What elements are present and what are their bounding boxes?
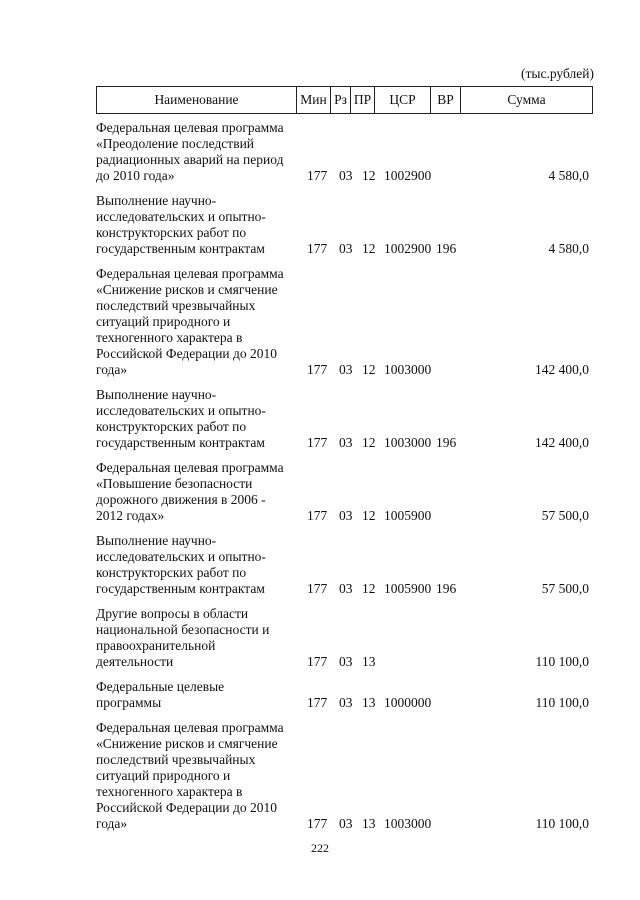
row-min: 177 <box>307 362 328 377</box>
row-name-line: Другие вопросы в области <box>96 606 249 621</box>
table-row <box>96 460 593 524</box>
row-vr: 196 <box>436 581 457 596</box>
row-name-line: исследовательских и опытно- <box>96 403 266 418</box>
table-row <box>96 720 593 832</box>
header-rz: Рз <box>331 87 351 114</box>
row-min: 177 <box>307 654 328 669</box>
row-name-line: года» <box>96 816 128 831</box>
row-pr: 12 <box>362 508 376 523</box>
table-row <box>96 120 593 184</box>
row-vr: 196 <box>436 435 457 450</box>
header-csr: ЦСР <box>375 87 431 114</box>
row-name-line: государственным контрактам <box>96 435 265 450</box>
row-pr: 12 <box>362 435 376 450</box>
header-min: Мин <box>297 87 331 114</box>
row-name-line: Федеральная целевая программа <box>96 460 284 475</box>
row-name-line: техногенного характера в <box>96 330 243 345</box>
row-name-line: государственным контрактам <box>96 581 265 596</box>
table-row <box>96 387 593 451</box>
row-csr: 1003000 <box>384 435 432 450</box>
row-name <box>96 266 296 378</box>
row-name-line: правоохранительной <box>96 638 216 653</box>
row-pr: 12 <box>362 362 376 377</box>
row-sum: 57 500,0 <box>541 581 589 596</box>
row-name-line: деятельности <box>96 654 174 669</box>
table-row <box>96 266 593 378</box>
row-csr: 1003000 <box>384 362 432 377</box>
row-name-line: конструкторских работ по <box>96 419 247 434</box>
row-min: 177 <box>307 816 328 831</box>
row-csr: 1005900 <box>384 508 432 523</box>
row-name-line: «Снижение рисков и смягчение <box>96 736 278 751</box>
row-rz: 03 <box>339 508 353 523</box>
row-name <box>96 193 296 257</box>
table-row <box>96 679 593 711</box>
row-name-line: исследовательских и опытно- <box>96 549 266 564</box>
row-name-line: Выполнение научно- <box>96 533 217 548</box>
row-rz: 03 <box>339 654 353 669</box>
table-row <box>96 533 593 597</box>
row-vr: 196 <box>436 241 457 256</box>
row-rz: 03 <box>339 695 353 710</box>
row-name <box>96 120 296 184</box>
row-name-line: Федеральная целевая программа <box>96 120 284 135</box>
table-row <box>96 193 593 257</box>
row-name-line: 2012 годах» <box>96 508 165 523</box>
row-name-line: Федеральная целевая программа <box>96 720 284 735</box>
row-sum: 110 100,0 <box>535 816 589 831</box>
row-name-line: последствий чрезвычайных <box>96 752 256 767</box>
row-csr: 1000000 <box>384 695 432 710</box>
table-body <box>96 120 593 841</box>
row-rz: 03 <box>339 168 353 183</box>
row-name-line: конструкторских работ по <box>96 225 247 240</box>
header-vr: ВР <box>431 87 461 114</box>
row-name-line: Российской Федерации до 2010 <box>96 800 278 815</box>
table-header <box>96 86 593 114</box>
row-name-line: Российской Федерации до 2010 <box>96 346 278 361</box>
table-row <box>96 606 593 670</box>
row-rz: 03 <box>339 581 353 596</box>
row-name <box>96 720 296 832</box>
row-rz: 03 <box>339 816 353 831</box>
row-sum: 110 100,0 <box>535 695 589 710</box>
row-pr: 12 <box>362 241 376 256</box>
row-min: 177 <box>307 435 328 450</box>
row-rz: 03 <box>339 362 353 377</box>
row-name-line: дорожного движения в 2006 - <box>96 492 266 507</box>
row-csr: 1003000 <box>384 816 432 831</box>
row-pr: 12 <box>362 168 376 183</box>
row-name-line: Выполнение научно- <box>96 193 217 208</box>
row-name-line: национальной безопасности и <box>96 622 270 637</box>
row-name-line: программы <box>96 695 162 710</box>
row-name-line: «Снижение рисков и смягчение <box>96 282 278 297</box>
row-name-line: ситуаций природного и <box>96 314 231 329</box>
row-name <box>96 460 296 524</box>
row-name-line: ситуаций природного и <box>96 768 231 783</box>
row-pr: 12 <box>362 581 376 596</box>
row-csr: 1002900 <box>384 168 432 183</box>
row-sum: 4 580,0 <box>548 241 589 256</box>
row-name-line: государственным контрактам <box>96 241 265 256</box>
row-pr: 13 <box>362 654 376 669</box>
row-min: 177 <box>307 695 328 710</box>
row-min: 177 <box>307 168 328 183</box>
row-sum: 142 400,0 <box>535 362 589 377</box>
row-rz: 03 <box>339 241 353 256</box>
row-name <box>96 606 296 670</box>
row-min: 177 <box>307 241 328 256</box>
row-name-line: Федеральная целевая программа <box>96 266 284 281</box>
row-csr: 1005900 <box>384 581 432 596</box>
units-label: (тыс.рублей) <box>521 66 594 81</box>
row-csr: 1002900 <box>384 241 432 256</box>
row-rz: 03 <box>339 435 353 450</box>
row-min: 177 <box>307 508 328 523</box>
row-name-line: Выполнение научно- <box>96 387 217 402</box>
header-pr: ПР <box>351 87 375 114</box>
row-name-line: последствий чрезвычайных <box>96 298 256 313</box>
row-name-line: до 2010 года» <box>96 168 175 183</box>
row-name-line: года» <box>96 362 128 377</box>
row-name-line: Федеральные целевые <box>96 679 225 694</box>
row-pr: 13 <box>362 816 376 831</box>
row-min: 177 <box>307 581 328 596</box>
row-sum: 142 400,0 <box>535 435 589 450</box>
row-sum: 4 580,0 <box>548 168 589 183</box>
row-name-line: техногенного характера в <box>96 784 243 799</box>
row-pr: 13 <box>362 695 376 710</box>
row-name <box>96 533 296 597</box>
row-name-line: «Преодоление последствий <box>96 136 255 151</box>
row-name <box>96 387 296 451</box>
row-name-line: «Повышение безопасности <box>96 476 253 491</box>
row-name-line: конструкторских работ по <box>96 565 247 580</box>
header-sum: Сумма <box>461 87 593 114</box>
row-sum: 57 500,0 <box>541 508 589 523</box>
header-name: Наименование <box>97 87 297 114</box>
row-name <box>96 679 296 711</box>
row-name-line: радиационных аварий на период <box>96 152 284 167</box>
row-sum: 110 100,0 <box>535 654 589 669</box>
page-number: 222 <box>311 841 329 855</box>
row-name-line: исследовательских и опытно- <box>96 209 266 224</box>
